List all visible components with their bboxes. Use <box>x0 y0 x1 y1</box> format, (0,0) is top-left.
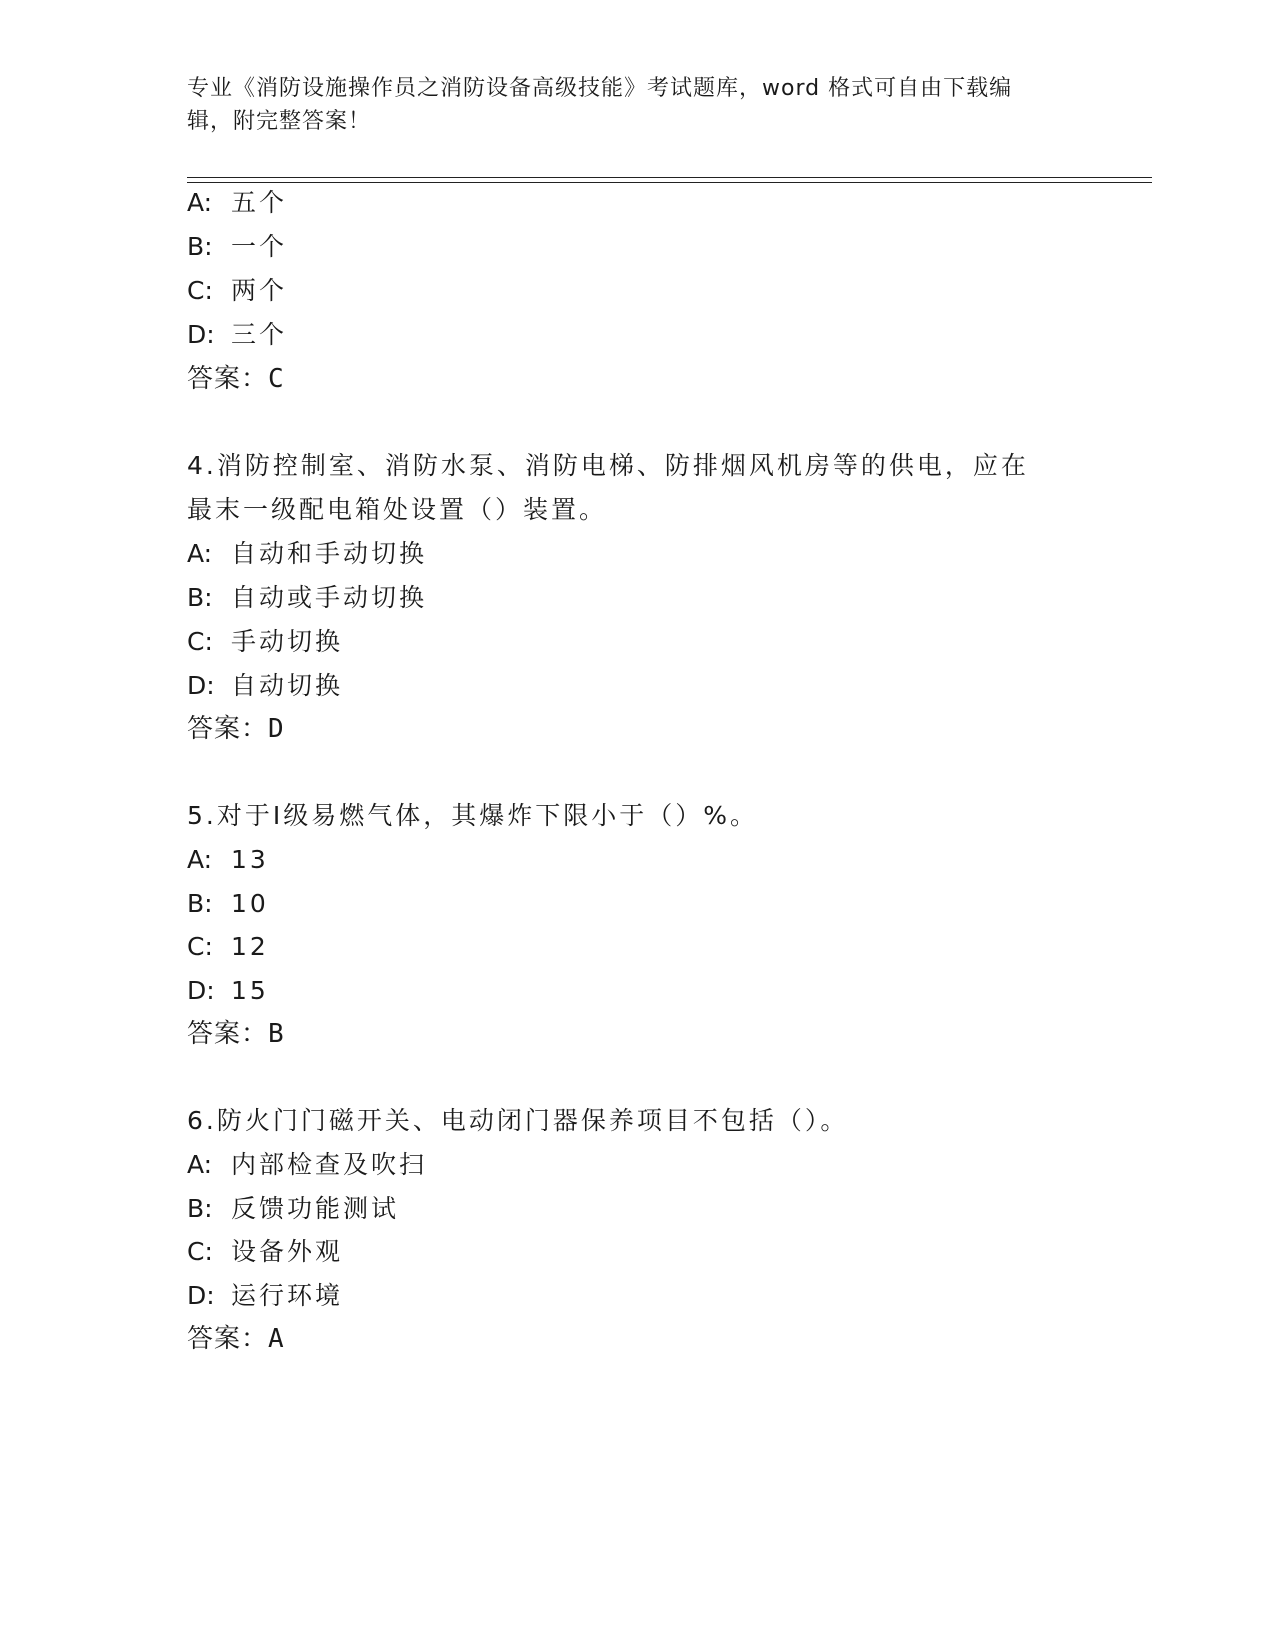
q6-stem-line-1: 6.防火门门磁开关、电动闭门器保养项目不包括（）。 <box>187 1106 849 1135</box>
q3-option-b <box>187 230 287 264</box>
q3-option-d <box>187 318 287 352</box>
header-line-2: 辑，附完整答案！ <box>187 109 372 134</box>
q4-option-a <box>187 537 427 571</box>
option-text: 13 <box>231 845 269 874</box>
option-letter: D: <box>187 320 215 349</box>
option-text: 自动或手动切换 <box>231 583 428 612</box>
q6-option-b <box>187 1192 399 1226</box>
option-letter: B: <box>187 889 213 918</box>
option-letter: D: <box>187 1281 215 1310</box>
answer-label: 答案： <box>187 1324 269 1354</box>
option-text: 运行环境 <box>231 1281 344 1310</box>
option-letter: B: <box>187 583 213 612</box>
q3-option-a <box>187 186 287 220</box>
option-text: 12 <box>231 932 269 961</box>
option-letter: A: <box>187 1150 213 1179</box>
option-text: 10 <box>231 889 269 918</box>
q4-option-b <box>187 581 427 615</box>
option-letter: A: <box>187 188 213 217</box>
option-text: 内部检查及吹扫 <box>231 1150 428 1179</box>
option-letter: A: <box>187 539 213 568</box>
option-letter: B: <box>187 232 213 261</box>
option-text: 设备外观 <box>231 1237 344 1266</box>
q6-answer <box>187 1322 285 1356</box>
header-divider-bottom <box>187 182 1152 183</box>
answer-label: 答案： <box>187 714 269 744</box>
q5-stem-line-1: 5.对于Ⅰ级易燃气体，其爆炸下限小于（）%。 <box>187 801 758 830</box>
option-text: 三个 <box>231 320 288 349</box>
q5-option-d <box>187 974 269 1008</box>
answer-value: B <box>268 1019 285 1049</box>
option-letter: C: <box>187 932 213 961</box>
q4-answer <box>187 712 285 746</box>
q3-option-c <box>187 274 287 308</box>
option-letter: D: <box>187 671 215 700</box>
q6-option-a <box>187 1148 427 1182</box>
answer-label: 答案： <box>187 364 269 394</box>
q5-answer <box>187 1017 285 1051</box>
q5-option-b <box>187 887 269 921</box>
option-text: 自动切换 <box>231 671 344 700</box>
q4-option-d <box>187 669 343 703</box>
option-letter: B: <box>187 1194 213 1223</box>
option-text: 反馈功能测试 <box>231 1194 400 1223</box>
q4-stem-line-1: 4.消防控制室、消防水泵、消防电梯、防排烟风机房等的供电，应在 <box>187 451 1029 480</box>
answer-value: A <box>268 1324 285 1354</box>
option-text: 两个 <box>231 276 288 305</box>
option-letter: C: <box>187 1237 213 1266</box>
option-letter: C: <box>187 276 213 305</box>
option-text: 手动切换 <box>231 627 344 656</box>
option-text: 15 <box>231 976 269 1005</box>
header-line-1: 专业《消防设施操作员之消防设备高级技能》考试题库，word 格式可自由下载编 <box>187 76 1013 101</box>
option-letter: D: <box>187 976 215 1005</box>
q4-option-c <box>187 625 343 659</box>
q5-option-a <box>187 843 269 877</box>
q3-answer <box>187 362 285 396</box>
q5-option-c <box>187 930 269 964</box>
document-header <box>187 72 1067 138</box>
q4-stem-line-2: 最末一级配电箱处设置（）装置。 <box>187 495 608 524</box>
option-text: 一个 <box>231 232 288 261</box>
option-text: 五个 <box>231 188 288 217</box>
option-text: 自动和手动切换 <box>231 539 428 568</box>
q6-option-c <box>187 1235 343 1269</box>
header-divider-top <box>187 177 1152 178</box>
answer-label: 答案： <box>187 1019 269 1049</box>
answer-value: D <box>268 714 285 744</box>
answer-value: C <box>268 364 285 394</box>
option-letter: A: <box>187 845 213 874</box>
q6-option-d <box>187 1279 343 1313</box>
option-letter: C: <box>187 627 213 656</box>
